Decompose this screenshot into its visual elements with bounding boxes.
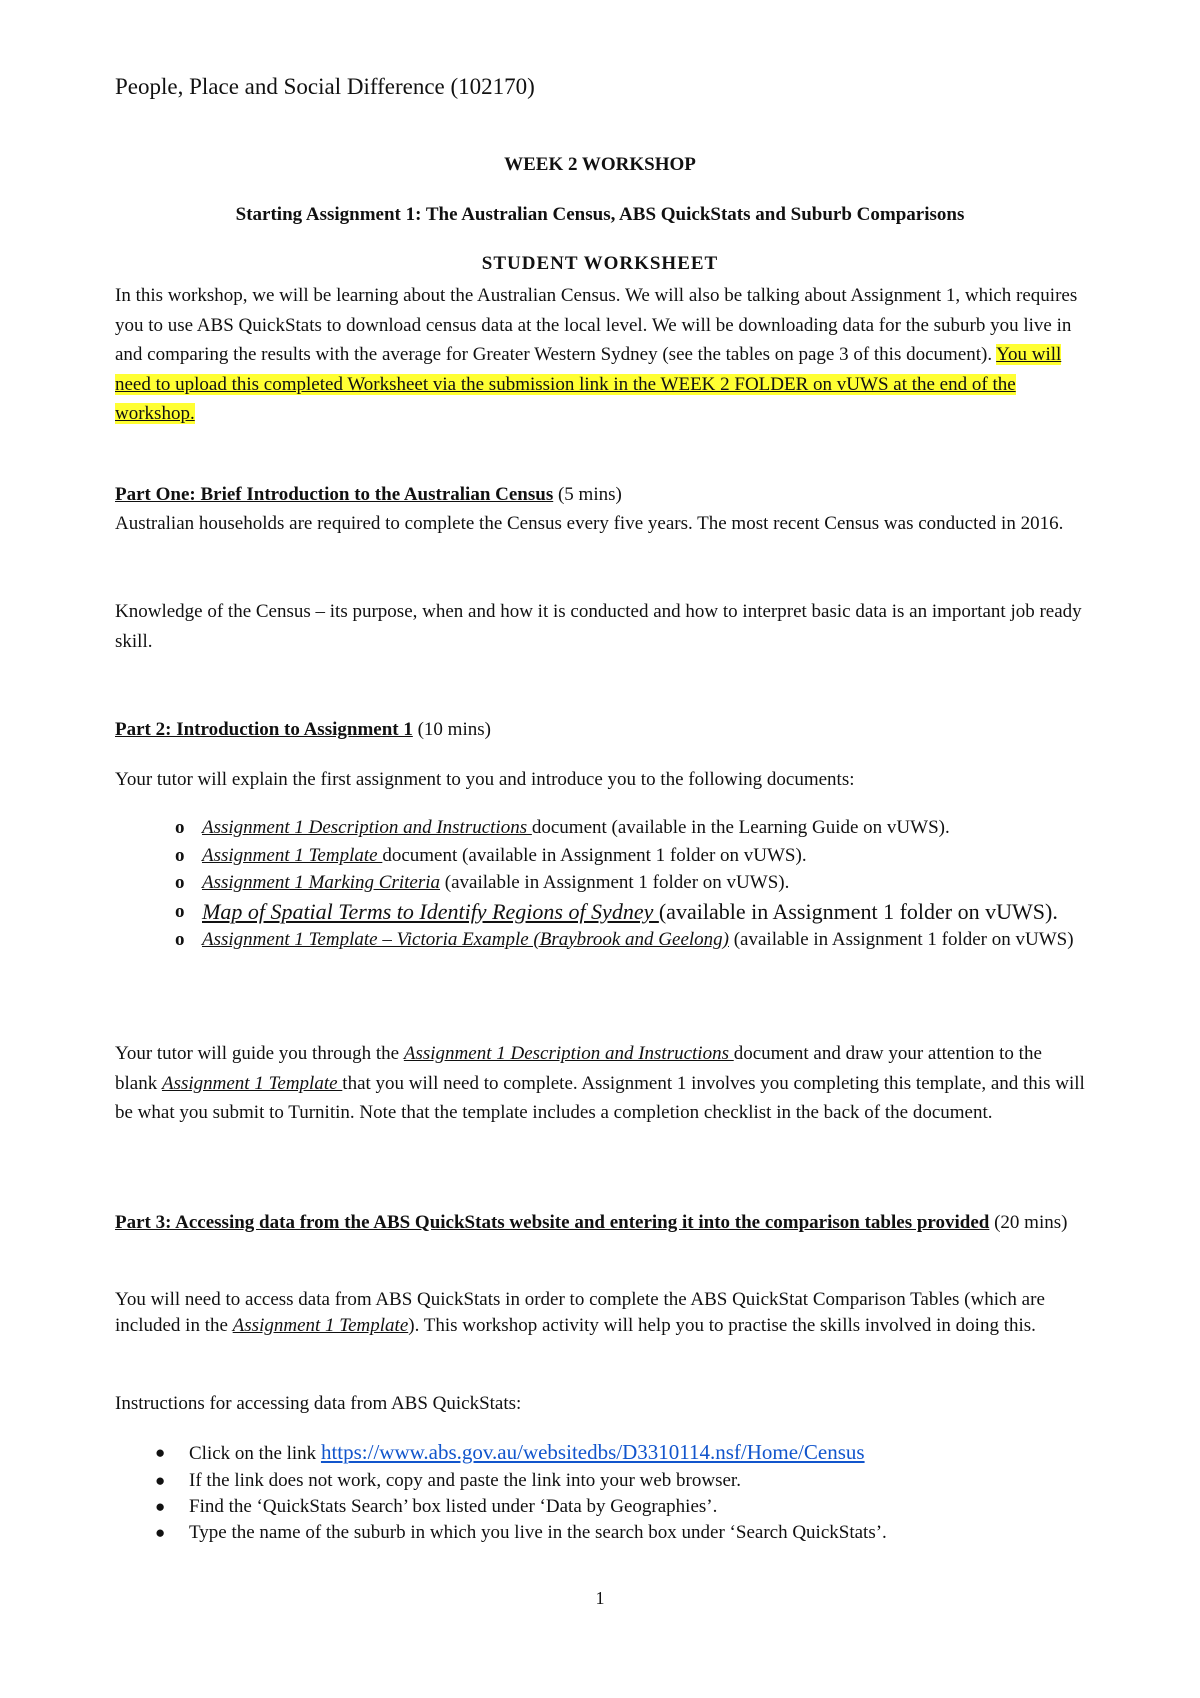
list-item-text: If the link does not work, copy and paste the link into your web browser. — [189, 1470, 741, 1491]
list-item — [115, 869, 1075, 897]
worksheet-title: STUDENT WORKSHEET — [481, 253, 719, 274]
document-link[interactable]: Assignment 1 Template — [202, 844, 383, 866]
page-number: 1 — [595, 1588, 605, 1608]
list-item — [115, 814, 1075, 842]
part1-paragraph-1: Australian households are required to complete the Census every five years. The most recent Census was conducted in 2016. — [115, 513, 1064, 534]
list-marker: o — [175, 872, 185, 893]
part2-time: (10 mins) — [417, 719, 491, 740]
list-item — [115, 842, 1075, 870]
part2-guide-paragraph — [115, 1039, 1085, 1128]
part3-heading-line — [115, 1210, 1085, 1236]
template-link[interactable]: Assignment 1 Template — [161, 1072, 343, 1094]
instructions-lead: Instructions for accessing data from ABS QuickStats: — [115, 1393, 522, 1414]
list-item — [115, 1520, 1075, 1546]
description-link[interactable]: Assignment 1 Description and Instructions — [403, 1043, 734, 1064]
part1-paragraph-2: Knowledge of the Census – its purpose, when and how it is conducted and how to interpret basic data is an important job ready skill. — [115, 601, 1082, 652]
part2-heading: Part 2: Introduction to Assignment 1 — [115, 719, 413, 740]
list-item-text: (available in Assignment 1 folder on vUWS). — [658, 898, 1058, 924]
list-item — [115, 1468, 1075, 1494]
guide-text: document and draw your attention to the blank — [115, 1043, 1042, 1094]
list-item-text: (available in Assignment 1 folder on vUWS) — [728, 928, 1074, 950]
document-link[interactable]: Assignment 1 Template – Victoria Example (Braybrook and Geelong) — [202, 928, 729, 950]
list-marker: o — [175, 900, 185, 922]
list-item — [115, 1438, 1075, 1468]
list-item-text: document (available in Assignment 1 folder on vUWS). — [382, 844, 807, 866]
document-link[interactable]: Map of Spatial Terms to Identify Regions of Sydney — [202, 898, 659, 924]
document-link[interactable]: Assignment 1 Description and Instructions — [202, 817, 532, 838]
part1-heading: Part One: Brief Introduction to the Australian Census — [115, 484, 554, 505]
guide-text: Your tutor will guide you through the — [115, 1043, 404, 1064]
template-link[interactable]: Assignment 1 Template — [232, 1315, 409, 1336]
week-title: WEEK 2 WORKSHOP — [504, 154, 696, 175]
list-marker: o — [175, 844, 185, 866]
part3-text: ). This workshop activity will help you to practise the skills involved in doing this. — [408, 1315, 1036, 1336]
list-item-text: Type the name of the suburb in which you live in the search box under ‘Search QuickStats’. — [189, 1522, 887, 1543]
bullet: ● — [155, 1471, 166, 1490]
list-item-text: Click on the link — [189, 1443, 321, 1464]
bullet: ● — [155, 1443, 166, 1462]
document-link[interactable]: Assignment 1 Marking Criteria — [202, 872, 441, 893]
upload-instruction-highlight: You will need to upload this completed Worksheet via the submission link in the WEEK 2 FOLDER on vUWS at the end of the workshop. — [115, 344, 1062, 424]
bullet: ● — [155, 1523, 166, 1542]
list-item — [115, 926, 1075, 954]
part3-heading: Part 3: Accessing data from the ABS QuickStats website and entering it into the comparison tables provided — [115, 1212, 990, 1233]
list-item — [115, 1494, 1075, 1520]
part2-lead: Your tutor will explain the first assignment to you and introduce you to the following documents: — [115, 769, 855, 790]
assignment-title: Starting Assignment 1: The Australian Census, ABS QuickStats and Suburb Comparisons — [235, 204, 965, 225]
part3-time: (20 mins) — [994, 1212, 1068, 1233]
part3-text: You will need to access data from ABS QuickStats in order to complete the ABS QuickStat Comparison Tables (which are included in the — [115, 1289, 1045, 1336]
part2-heading-line — [115, 715, 1085, 745]
intro-paragraph — [115, 281, 1085, 429]
instructions-list — [115, 1438, 1075, 1546]
abs-census-link[interactable]: https://www.abs.gov.au/websitedbs/D3310114.nsf/Home/Census — [320, 1440, 865, 1464]
part1-time: (5 mins) — [557, 484, 622, 505]
part3-paragraph-1 — [115, 1287, 1085, 1339]
bullet: ● — [155, 1497, 166, 1516]
guide-text: that you will need to complete. Assignment 1 involves you completing this template, and this will be what you submit to Turnitin. Note that the template includes a completion checklist in the back of the document. — [115, 1072, 1085, 1123]
list-item — [115, 897, 1075, 926]
document-list — [115, 814, 1075, 953]
list-marker: o — [175, 817, 185, 838]
part1-heading-line — [115, 480, 1085, 510]
list-item-text: (available in Assignment 1 folder on vUWS). — [440, 872, 790, 893]
intro-text: In this workshop, we will be learning about the Australian Census. We will also be talking about Assignment 1, which requires you to use ABS QuickStats to download census data at the local level. We will be downloading data for the suburb you live in and comparing the results with the average for Greater Western Sydney (see the tables on page 3 of this document). — [115, 285, 1078, 365]
course-title: People, Place and Social Difference (102170) — [115, 74, 535, 99]
list-item-text: document (available in the Learning Guide on vUWS). — [531, 817, 950, 838]
list-item-text: Find the ‘QuickStats Search’ box listed under ‘Data by Geographies’. — [189, 1496, 718, 1517]
list-marker: o — [175, 928, 185, 950]
